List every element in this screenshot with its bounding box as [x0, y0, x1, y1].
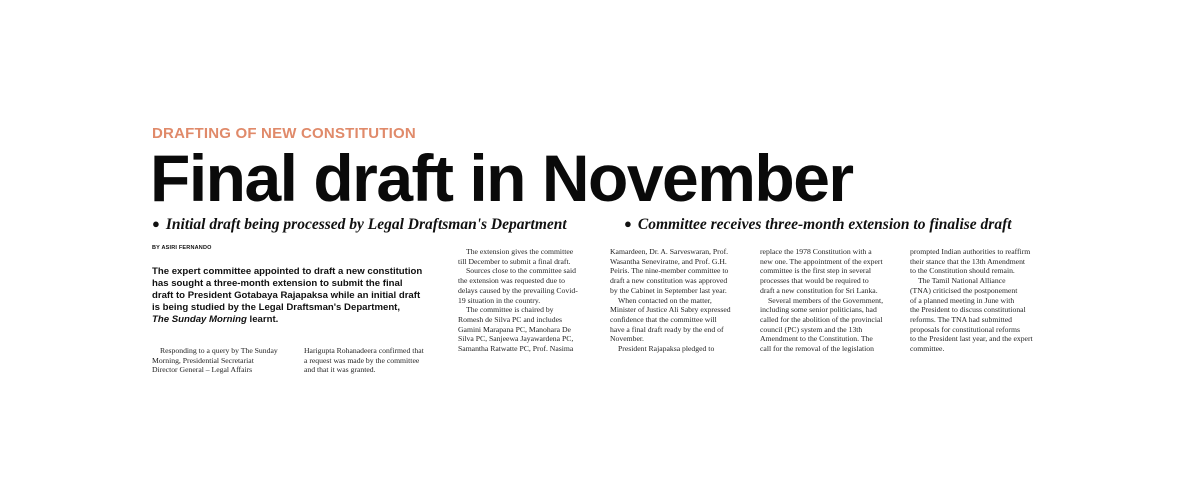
column-line: Responding to a query by The Sunday [160, 346, 278, 355]
column-line: The Tamil National Alliance [918, 276, 1006, 286]
column-line: Wasantha Seneviratne, and Prof. G.H. [610, 256, 727, 266]
column-line: processes that would be required to [760, 276, 869, 286]
column-line: Harigupta Rohanadeera confirmed that [304, 346, 424, 355]
column-line: Kamardeen, Dr. A. Sarveswaran, Prof. [610, 247, 729, 256]
column-line: till December to submit a final draft. [458, 256, 571, 266]
byline: BY ASIRI FERNANDO [152, 245, 212, 251]
column-line: Silva PC, Sanjeewa Jayawardena PC, [458, 334, 574, 344]
bullet-icon: ● [624, 216, 632, 231]
column-line: The committee is chaired by [466, 305, 554, 315]
body-column-3 [458, 247, 596, 354]
column-line: committee is the first step in several [760, 266, 872, 276]
column-line: committee. [910, 344, 945, 354]
column-line: draft a new constitution was approved [610, 276, 728, 286]
body-column-1 [152, 346, 292, 375]
lede-paragraph [152, 266, 447, 326]
column-line: have a final draft ready by the end of [610, 324, 724, 334]
lede-line-last [152, 314, 447, 326]
column-line: call for the removal of the legislation [760, 344, 874, 354]
column-line: Gamini Marapana PC, Manohara De [458, 324, 571, 334]
column-line: new one. The appointment of the expert [760, 256, 883, 266]
column-line: a request was made by the committee [304, 355, 420, 365]
deck-text-1: Initial draft being processed by Legal Draftsman's Department [165, 216, 567, 233]
lede-line: is being studied by the Legal Draftsman's Department, [152, 302, 401, 313]
column-line: Several members of the Government, [768, 295, 884, 305]
column-line: to the Constitution should remain. [910, 266, 1015, 276]
column-line: reforms. The TNA had submitted [910, 314, 1012, 324]
column-line: President Rajapaksa pledged to [618, 344, 715, 354]
article-kicker: DRAFTING OF NEW CONSTITUTION [152, 125, 416, 142]
column-line: the extension was requested due to [458, 276, 565, 286]
body-column-6 [910, 247, 1050, 354]
body-column-2 [304, 346, 444, 375]
column-line: Director General – Legal Affairs [152, 365, 253, 375]
lede-line: has sought a three-month extension to submit the final [152, 278, 403, 289]
column-line: draft a new constitution for Sri Lanka. [760, 285, 878, 295]
column-line: Peiris. The nine-member committee to [610, 266, 729, 276]
column-line: by the Cabinet in September last year. [610, 285, 727, 295]
column-line: November. [610, 334, 644, 344]
deck-line-2 [624, 216, 1012, 234]
column-line: including some senior politicians, had [760, 305, 877, 315]
body-column-5 [760, 247, 900, 354]
column-line: of a planned meeting in June with [910, 295, 1015, 305]
column-line: delays caused by the prevailing Covid- [458, 285, 578, 295]
column-line: council (PC) system and the 13th [760, 324, 863, 334]
column-line: to the President last year, and the expert [910, 334, 1033, 344]
column-line: called for the abolition of the provincial [760, 314, 883, 324]
column-line: prompted Indian authorities to reaffirm [910, 247, 1031, 256]
column-line: Samantha Ratwatte PC, Prof. Nasima [458, 344, 574, 354]
body-column-4 [610, 247, 750, 354]
column-line: proposals for constitutional reforms [910, 324, 1020, 334]
column-line: the President to discuss constitutional [910, 305, 1026, 315]
deck-text-2: Committee receives three-month extension to finalise draft [637, 216, 1012, 233]
lede-line: The expert committee appointed to draft a new constitution [152, 266, 423, 277]
article-headline: Final draft in November [150, 141, 853, 215]
column-line: and that it was granted. [304, 365, 376, 375]
column-line: Sources close to the committee said [466, 266, 576, 276]
column-line: (TNA) criticised the postponement [910, 285, 1018, 295]
column-line: Minister of Justice Ali Sabry expressed [610, 305, 731, 315]
bullet-icon: ● [152, 216, 160, 231]
column-line: Morning, Presidential Secretariat [152, 355, 254, 365]
column-line: When contacted on the matter, [618, 295, 712, 305]
column-line: The extension gives the committee [466, 247, 574, 256]
column-line: replace the 1978 Constitution with a [760, 247, 872, 256]
column-line: their stance that the 13th Amendment [910, 256, 1026, 266]
column-line: confidence that the committee will [610, 314, 717, 324]
lede-line: draft to President Gotabaya Rajapaksa while an initial draft [152, 290, 421, 301]
lede-tail: learnt. [249, 314, 279, 325]
publication-name: The Sunday Morning [152, 314, 247, 325]
deck-line-1 [152, 216, 567, 234]
column-line: Amendment to the Constitution. The [760, 334, 873, 344]
column-line: Romesh de Silva PC and includes [458, 314, 562, 324]
column-line: 19 situation in the country. [458, 295, 541, 305]
